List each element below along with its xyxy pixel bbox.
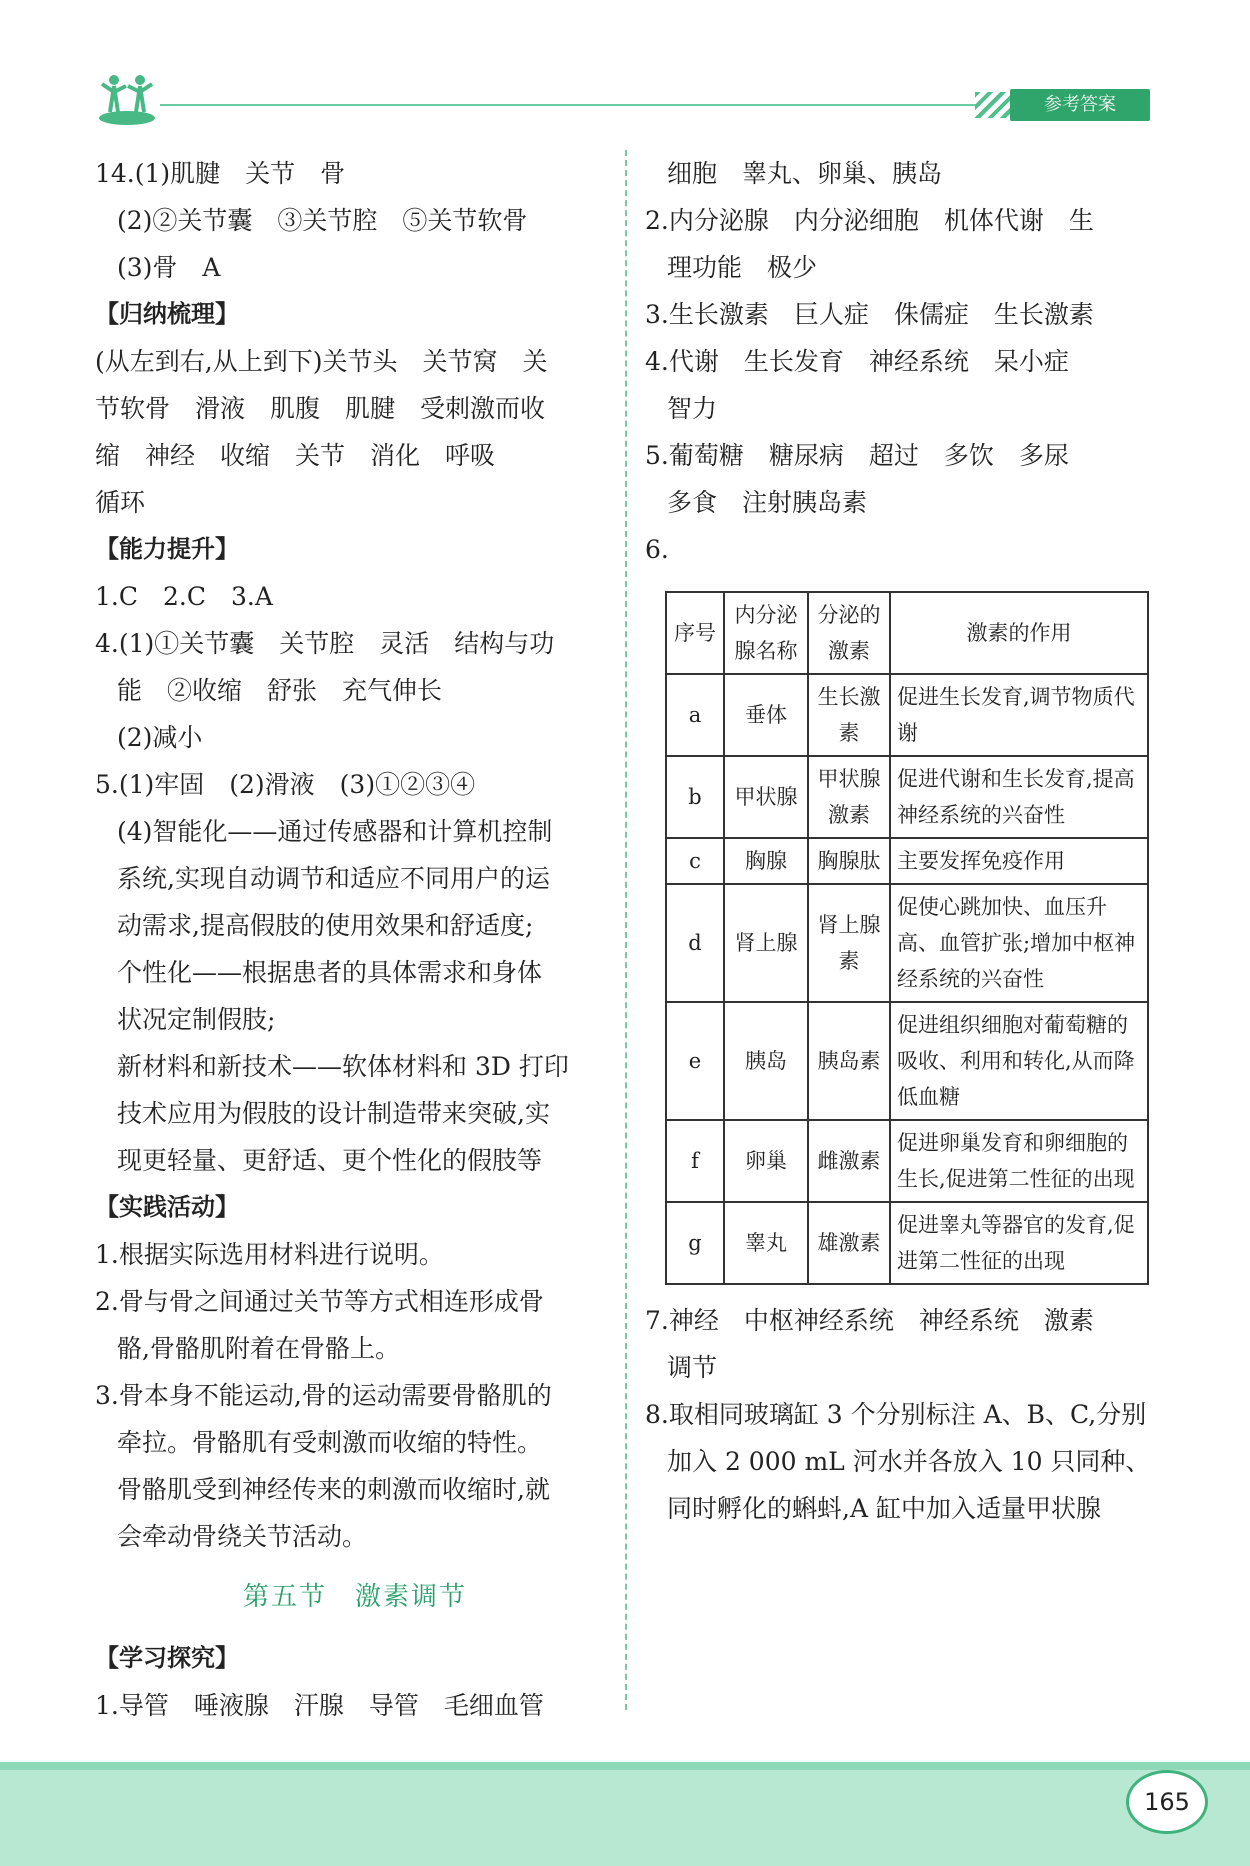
answer-line: 会牵动骨绕关节活动。 <box>117 1522 368 1551</box>
table-header-cell: 内分泌腺名称 <box>724 592 808 674</box>
answer-line: 骼,骨骼肌附着在骨骼上。 <box>117 1334 400 1363</box>
answer-line: 牵拉。骨骼肌有受刺激而收缩的特性。 <box>117 1428 543 1457</box>
column-divider <box>625 150 627 1710</box>
answer-line: 4.代谢 生长发育 神经系统 呆小症 <box>645 347 1069 376</box>
section-heading: 【实践活动】 <box>95 1193 239 1221</box>
table-header-cell: 序号 <box>666 592 724 674</box>
table-row <box>666 1002 1148 1120</box>
answer-line: (2)②关节囊 ③关节腔 ⑤关节软骨 <box>117 206 528 235</box>
answer-line: 8.取相同玻璃缸 3 个分别标注 A、B、C,分别 <box>645 1400 1147 1429</box>
left-column <box>95 150 615 1729</box>
table-cell: b <box>666 756 724 838</box>
answer-line: 能 ②收缩 舒张 充气伸长 <box>117 676 443 705</box>
table-row <box>666 1202 1148 1284</box>
answer-line: 2.骨与骨之间通过关节等方式相连形成骨 <box>95 1287 544 1316</box>
page-number: 165 <box>1126 1770 1208 1834</box>
answer-line: 4.(1)①关节囊 关节腔 灵活 结构与功 <box>95 629 555 658</box>
table-cell: d <box>666 884 724 1002</box>
table-cell: 肾上腺素 <box>808 884 890 1002</box>
answer-line: 动需求,提高假肢的使用效果和舒适度; <box>117 911 534 940</box>
footer-bar <box>0 1762 1250 1770</box>
answer-line: 3.骨本身不能运动,骨的运动需要骨骼肌的 <box>95 1381 552 1410</box>
section-heading: 【学习探究】 <box>95 1644 239 1672</box>
footer-band <box>0 1762 1250 1866</box>
table-cell: f <box>666 1120 724 1202</box>
table-row <box>666 1120 1148 1202</box>
table-header-cell: 激素的作用 <box>890 592 1148 674</box>
table-cell: 促进组织细胞对葡萄糖的吸收、利用和转化,从而降低血糖 <box>890 1002 1148 1120</box>
answer-line: (4)智能化——通过传感器和计算机控制 <box>117 817 553 846</box>
table-cell: 雄激素 <box>808 1202 890 1284</box>
table-row <box>666 756 1148 838</box>
answer-line: 6. <box>645 535 669 564</box>
section-title: 第五节 激素调节 <box>242 1582 467 1612</box>
answer-line: 5.(1)牢固 (2)滑液 (3)①②③④ <box>95 770 476 799</box>
page-header <box>0 0 1250 135</box>
answer-line: 个性化——根据患者的具体需求和身体 <box>117 958 543 987</box>
table-cell: 促进代谢和生长发育,提高神经系统的兴奋性 <box>890 756 1148 838</box>
table-cell: 甲状腺激素 <box>808 756 890 838</box>
table-row <box>666 674 1148 756</box>
table-cell: 垂体 <box>724 674 808 756</box>
answer-line: 细胞 睾丸、卵巢、胰岛 <box>667 159 943 188</box>
answer-line: 调节 <box>667 1353 718 1382</box>
header-tag: 参考答案 <box>1010 89 1150 121</box>
table-cell: a <box>666 674 724 756</box>
table-cell: 胰岛素 <box>808 1002 890 1120</box>
table-cell: 胸腺 <box>724 838 808 884</box>
table-header-row <box>666 592 1148 674</box>
answer-line: (2)减小 <box>117 723 203 752</box>
answer-line: 新材料和新技术——软体材料和 3D 打印 <box>117 1052 569 1081</box>
answer-line: (从左到右,从上到下)关节头 关节窝 关 <box>95 347 548 376</box>
table-cell: 雌激素 <box>808 1120 890 1202</box>
answer-line: 现更轻量、更舒适、更个性化的假肢等 <box>117 1146 543 1175</box>
table-cell: 促使心跳加快、血压升高、血管扩张;增加中枢神经系统的兴奋性 <box>890 884 1148 1002</box>
answer-line: 1.根据实际选用材料进行说明。 <box>95 1240 444 1269</box>
answer-line: 系统,实现自动调节和适应不同用户的运 <box>117 864 550 893</box>
table-cell: 甲状腺 <box>724 756 808 838</box>
answer-line: 技术应用为假肢的设计制造带来突破,实 <box>117 1099 550 1128</box>
table-cell: 生长激素 <box>808 674 890 756</box>
answer-line: 状况定制假肢; <box>117 1005 276 1034</box>
table-cell: 促进生长发育,调节物质代谢 <box>890 674 1148 756</box>
answer-line: 14.(1)肌腱 关节 骨 <box>95 159 346 188</box>
figures-logo-icon <box>96 66 158 126</box>
answer-line: 骨骼肌受到神经传来的刺激而收缩时,就 <box>117 1475 550 1504</box>
table-cell: 卵巢 <box>724 1120 808 1202</box>
answer-line: 多食 注射胰岛素 <box>667 488 868 517</box>
table-cell: 胸腺肽 <box>808 838 890 884</box>
table-row <box>666 838 1148 884</box>
table-cell: 肾上腺 <box>724 884 808 1002</box>
answer-line: 智力 <box>667 394 718 423</box>
answer-line: 7.神经 中枢神经系统 神经系统 激素 <box>645 1306 1094 1335</box>
table-cell: 胰岛 <box>724 1002 808 1120</box>
answer-line: 同时孵化的蝌蚪,A 缸中加入适量甲状腺 <box>667 1494 1101 1523</box>
answer-line: 3.生长激素 巨人症 侏儒症 生长激素 <box>645 300 1094 329</box>
answer-line: 加入 2 000 mL 河水并各放入 10 只同种、 <box>667 1447 1151 1476</box>
answer-line: 1.C 2.C 3.A <box>95 582 273 611</box>
section-heading: 【归纳梳理】 <box>95 300 239 328</box>
right-column <box>645 150 1165 1532</box>
header-rule <box>160 104 980 106</box>
table-cell: e <box>666 1002 724 1120</box>
answer-line: 缩 神经 收缩 关节 消化 呼吸 <box>95 441 496 470</box>
table-cell: 睾丸 <box>724 1202 808 1284</box>
table-header-cell: 分泌的激素 <box>808 592 890 674</box>
answer-line: 循环 <box>95 488 146 517</box>
table-cell: 主要发挥免疫作用 <box>890 838 1148 884</box>
hormone-table <box>665 591 1149 1285</box>
answer-line: 2.内分泌腺 内分泌细胞 机体代谢 生 <box>645 206 1094 235</box>
table-cell: c <box>666 838 724 884</box>
table-cell: 促进卵巢发育和卵细胞的生长,促进第二性征的出现 <box>890 1120 1148 1202</box>
answer-line: 理功能 极少 <box>667 253 818 282</box>
table-cell: 促进睾丸等器官的发育,促进第二性征的出现 <box>890 1202 1148 1284</box>
section-heading: 【能力提升】 <box>95 535 239 563</box>
answer-line: 1.导管 唾液腺 汗腺 导管 毛细血管 <box>95 1691 544 1720</box>
answer-line: 节软骨 滑液 肌腹 肌腱 受刺激而收 <box>95 394 546 423</box>
answer-line: (3)骨 A <box>117 253 221 282</box>
table-row <box>666 884 1148 1002</box>
answer-line: 5.葡萄糖 糖尿病 超过 多饮 多尿 <box>645 441 1069 470</box>
table-cell: g <box>666 1202 724 1284</box>
